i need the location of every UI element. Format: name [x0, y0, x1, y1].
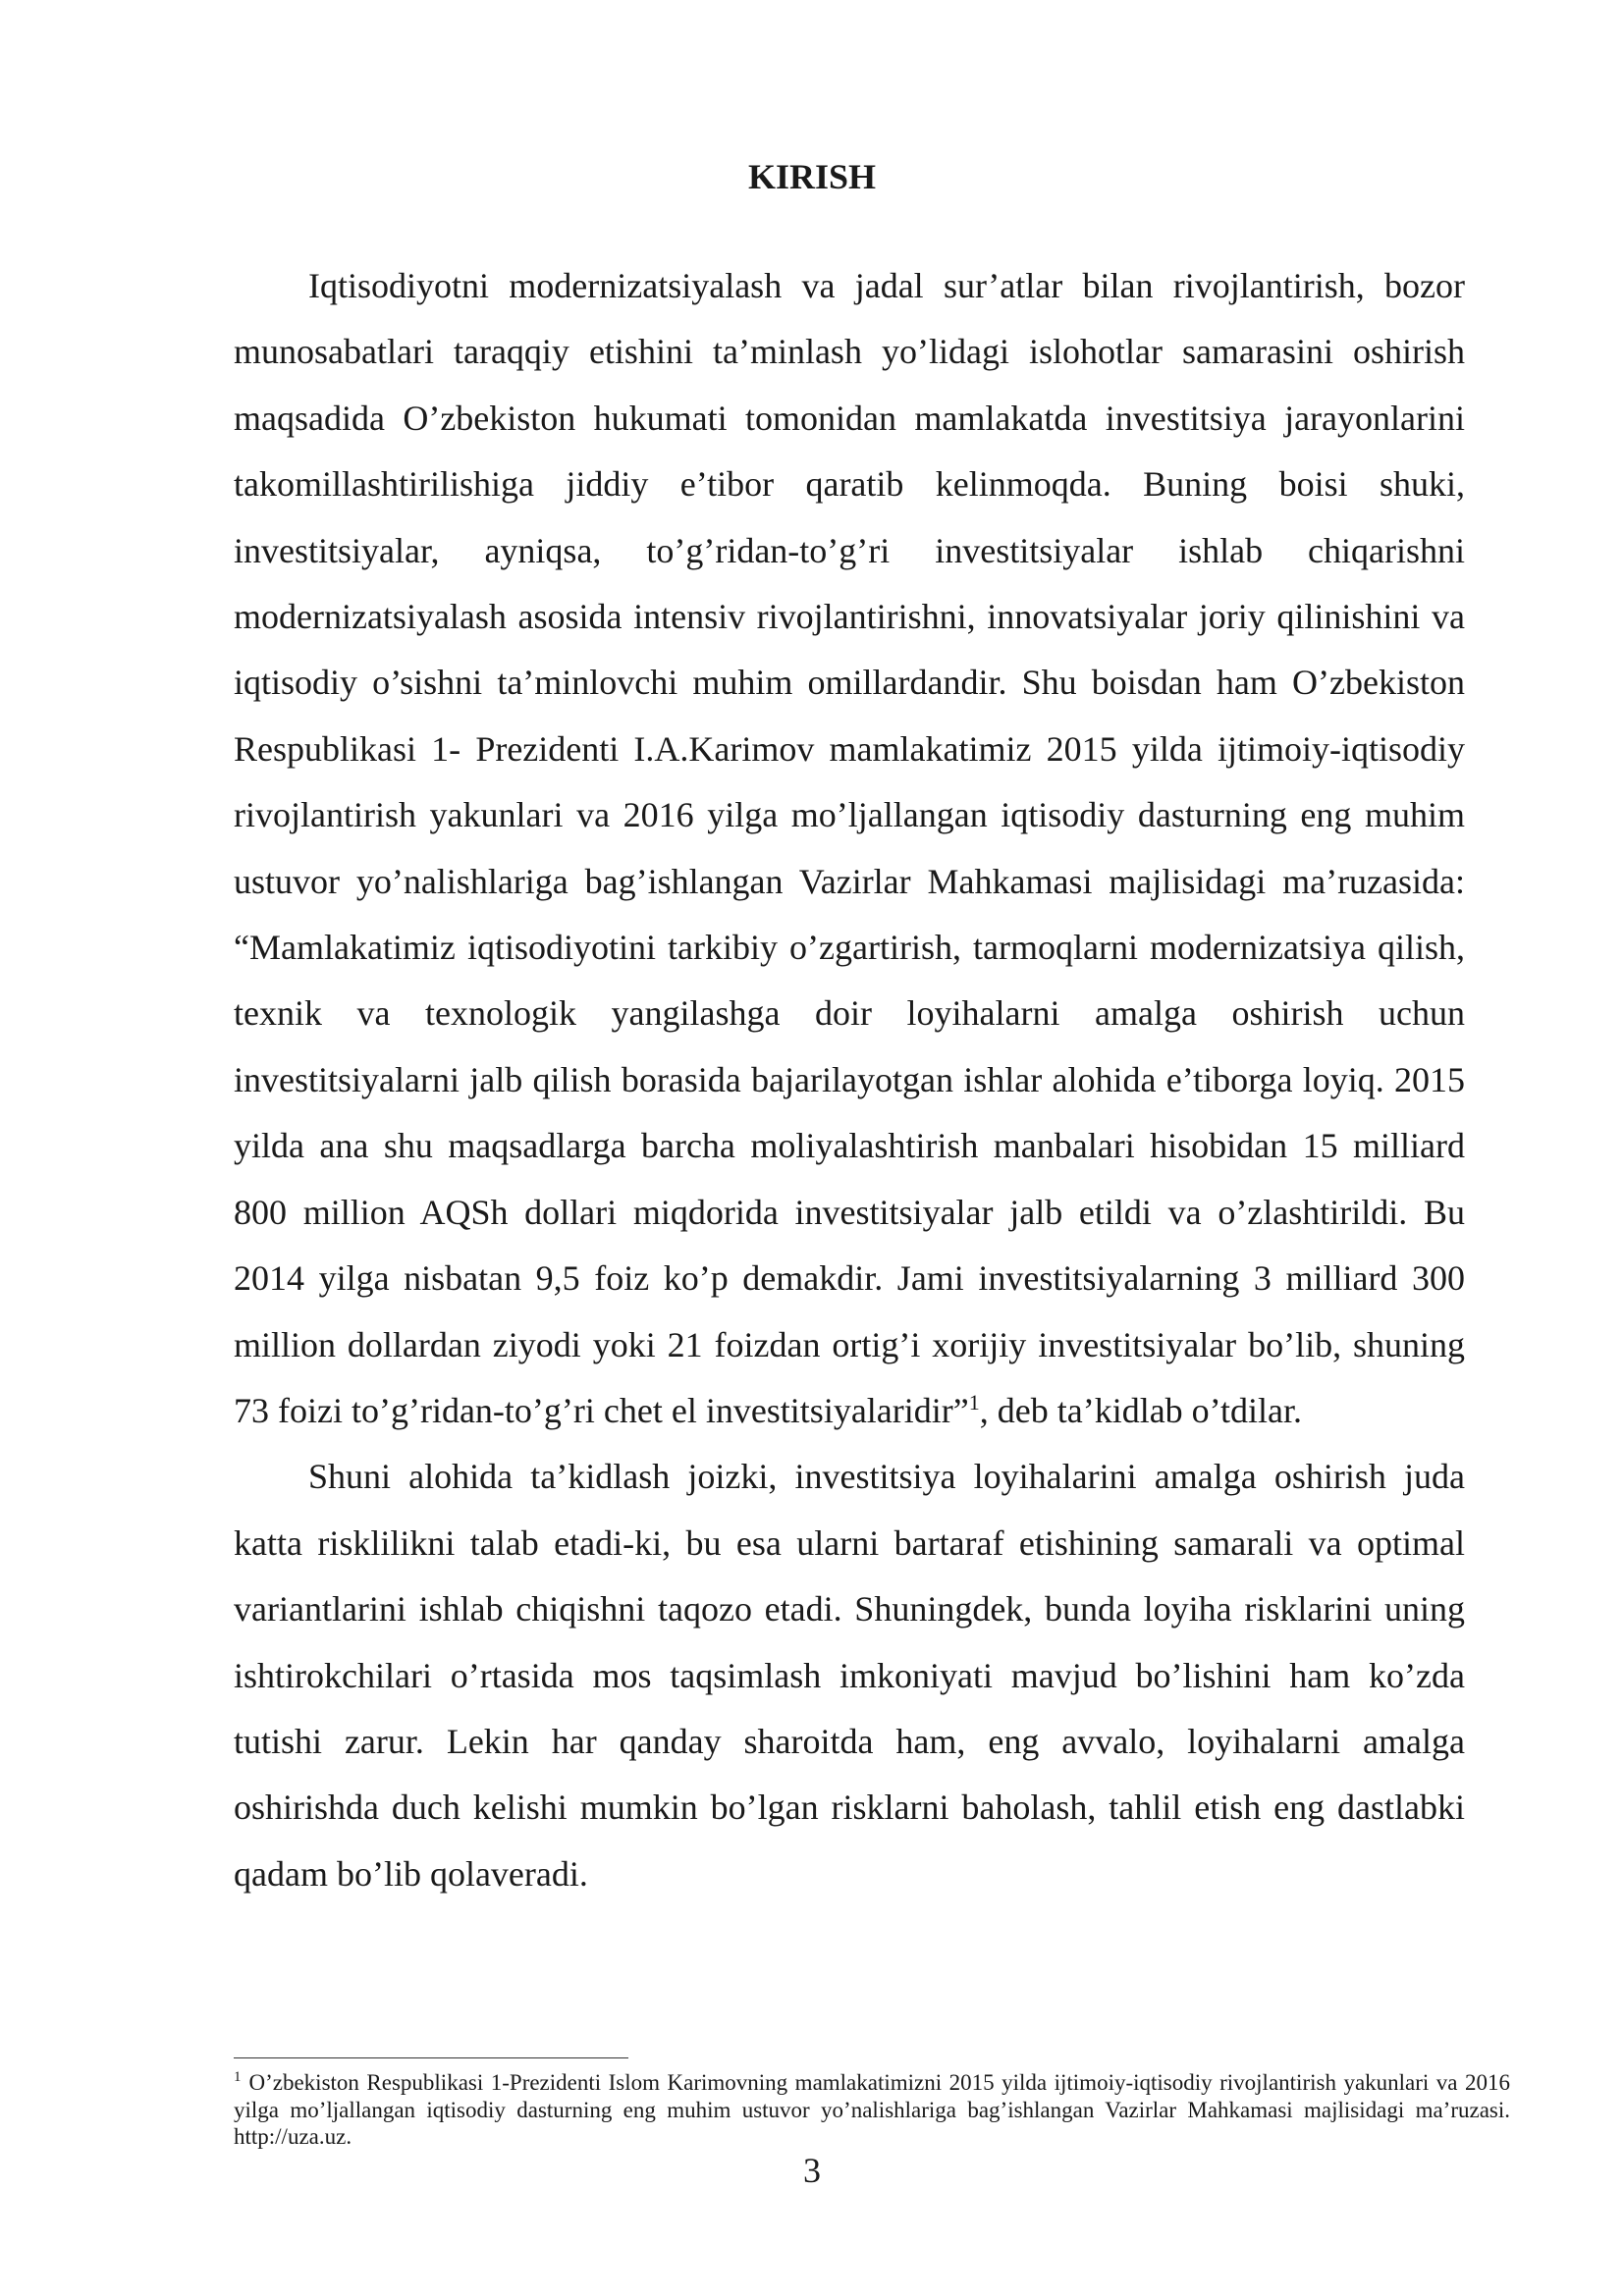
- section-heading: KIRISH: [747, 157, 877, 196]
- page-number: 3: [803, 2151, 821, 2190]
- footnote-separator: [234, 2057, 628, 2058]
- paragraph-2: Shuni alohida ta’kidlash joizki, investitsiya loyihalarini amalga oshirish juda katta risklilikni talab etadi-ki, bu esa ularni bartaraf etishining samarali va optimal variantlarini ishlab chiqishni taqozo etadi. Shuningdek, bunda loyiha risklarini uning ishtirokchilari o’rtasida mos taqsimlash imkoniyati mavjud bo’lishini ham ko’zda tutishi zarur. Lekin har qanday sharoitda ham, eng avvalo, loyihalarni amalga oshirishda duch kelishi mumkin bo’lgan risklarni baholash, tahlil etish eng dastlabki qadam bo’lib qolaveradi.: [234, 1457, 1465, 1894]
- body-text: [234, 253, 1465, 1907]
- footnote-reference: 1: [968, 1389, 980, 1415]
- footnote-text: O’zbekiston Respublikasi 1-Prezidenti Islom Karimovning mamlakatimizni 2015 yilda ijtimoiy-iqtisodiy rivojlantirish yakunlari va 2016 yilga mo’ljallangan iqtisodiy dasturning eng muhim ustuvor yo’nalishlariga bag’ishlangan Vazirlar Mahkamasi majlisidagi ma’ruzasi. http://uza.uz.: [234, 2070, 1510, 2149]
- footnote-mark: 1: [234, 2069, 242, 2086]
- paragraph-1-text: Iqtisodiyotni modernizatsiyalash va jadal sur’atlar bilan rivojlantirish, bozor munosabatlari taraqqiy etishini ta’minlash yo’lidagi islohotlar samarasini oshirish maqsadida O’zbekiston hukumati tomonidan mamlakatda investitsiya jarayonlarini takomillashtirilishiga jiddiy e’tibor qaratib kelinmoqda. Buning boisi shuki, investitsiyalar, ayniqsa, to’g’ridan-to’g’ri investitsiyalar ishlab chiqarishni modernizatsiyalash asosida intensiv rivojlantirishni, innovatsiyalar joriy qilinishini va iqtisodiy o’sishni ta’minlovchi muhim omillardandir. Shu boisdan ham O’zbekiston Respublikasi 1- Prezidenti I.A.Karimov mamlakatimiz 2015 yilda ijtimoiy-iqtisodiy rivojlantirish yakunlari va 2016 yilga mo’ljallangan iqtisodiy dasturning eng muhim ustuvor yo’nalishlariga bag’ishlangan Vazirlar Mahkamasi majlisidagi ma’ruzasida: “Mamlakatimiz iqtisodiyotini tarkibiy o’zgartirish, tarmoqlarni modernizatsiya qilish, texnik va texnologik yangilashga doir loyihalarni amalga oshirish uchun investitsiyalarni jalb qilish borasida bajarilayotgan ishlar alohida e’tiborga loyiq. 2015 yilda ana shu maqsadlarga barcha moliyalashtirish manbalari hisobidan 15 milliard 800 million AQSh dollari miqdorida investitsiyalar jalb etildi va o’zlashtirildi. Bu 2014 yilga nisbatan 9,5 foiz ko’p demakdir. Jami investitsiyalarning 3 milliard 300 million dollardan ziyodi yoki 21 foizdan ortig’i xorijiy investitsiyalar bo’lib, shuning 73 foizi to’g’ridan-to’g’ri chet el investitsiyalaridir”: [234, 266, 1465, 1430]
- footnote: [234, 2069, 1510, 2151]
- paragraph-1: [234, 253, 1465, 1444]
- paragraph-1-tail: , deb ta’kidlab o’tdilar.: [979, 1390, 1303, 1430]
